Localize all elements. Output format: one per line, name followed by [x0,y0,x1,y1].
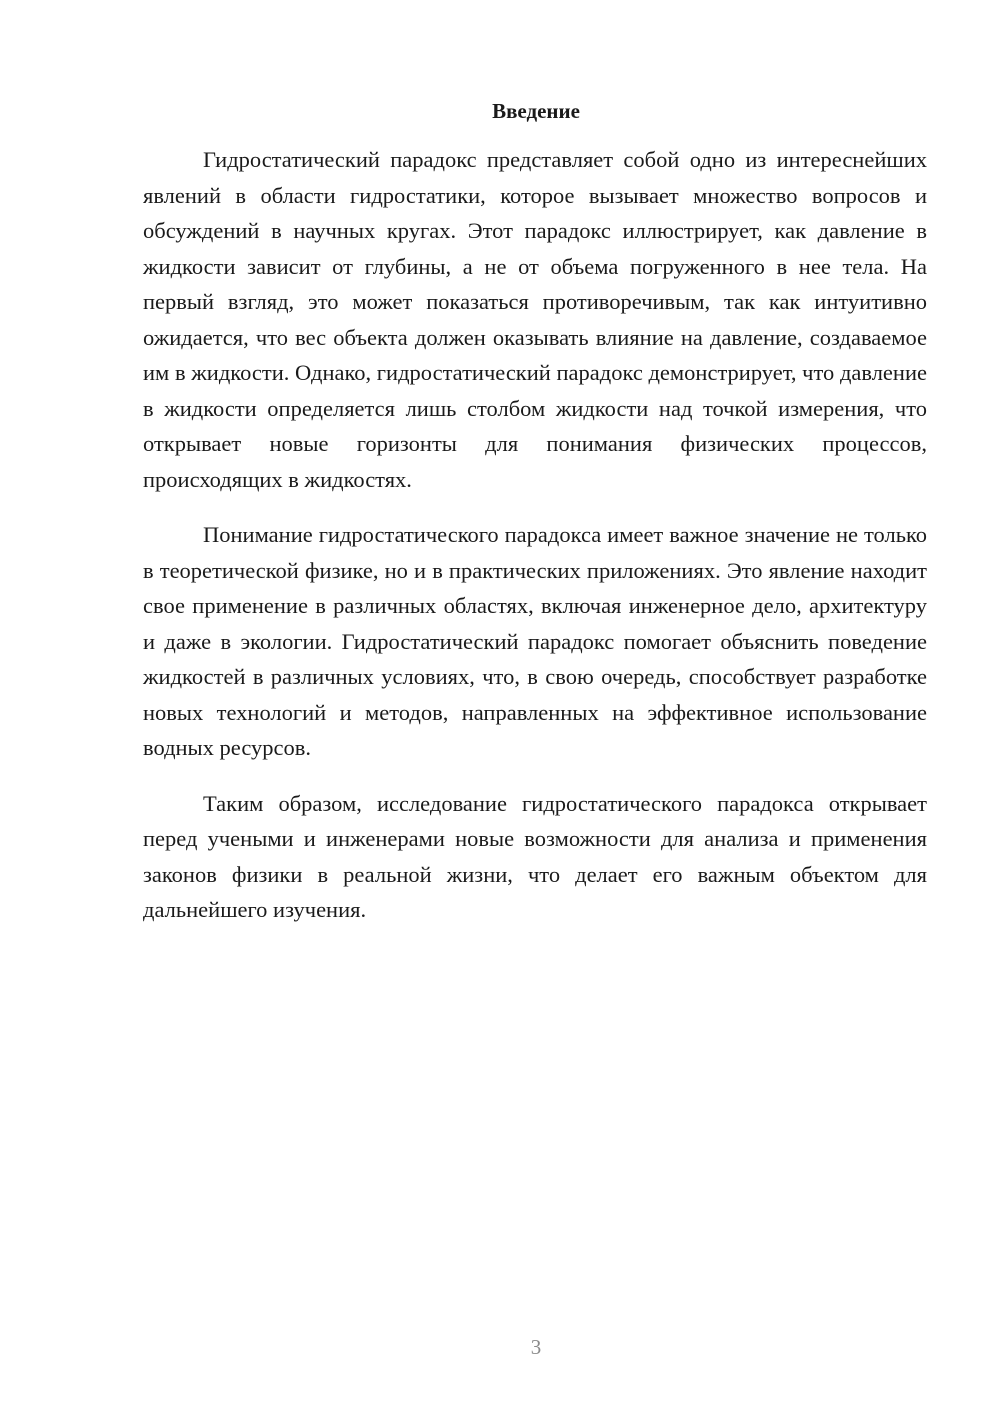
paragraph-2: Понимание гидростатического парадокса имеет важное значение не только в теоретической физике, но и в практических приложениях. Это явление находит свое применение в различных областях, включая инженерное дело, архитектуру и даже в экологии. Гидростатический парадокс помогает объяснить поведение жидкостей в различных условиях, что, в свою очередь, способствует разработке новых технологий и методов, направленных на эффективное использование водных ресурсов. [143,522,927,760]
body-text [143,142,927,948]
section-heading: Введение [492,99,580,123]
paragraph-1: Гидростатический парадокс представляет собой одно из интереснейших явлений в области гидростатики, которое вызывает множество вопросов и обсуждений в научных кругах. Этот парадокс иллюстрирует, как давление в жидкости зависит от глубины, а не от объема погруженного в нее тела. На первый взгляд, это может показаться противоречивым, так как интуитивно ожидается, что вес объекта должен оказывать влияние на давление, создаваемое им в жидкости. Однако, гидростатический парадокс демонстрирует, что давление в жидкости определяется лишь столбом жидкости над точкой измерения, что открывает новые горизонты для понимания физических процессов, происходящих в жидкостях. [143,147,927,492]
paragraph-3: Таким образом, исследование гидростатического парадокса открывает перед учеными и инженерами новые возможности для анализа и применения законов физики в реальной жизни, что делает его важным объектом для дальнейшего изучения. [143,790,927,922]
page-number: 3 [530,1335,542,1359]
